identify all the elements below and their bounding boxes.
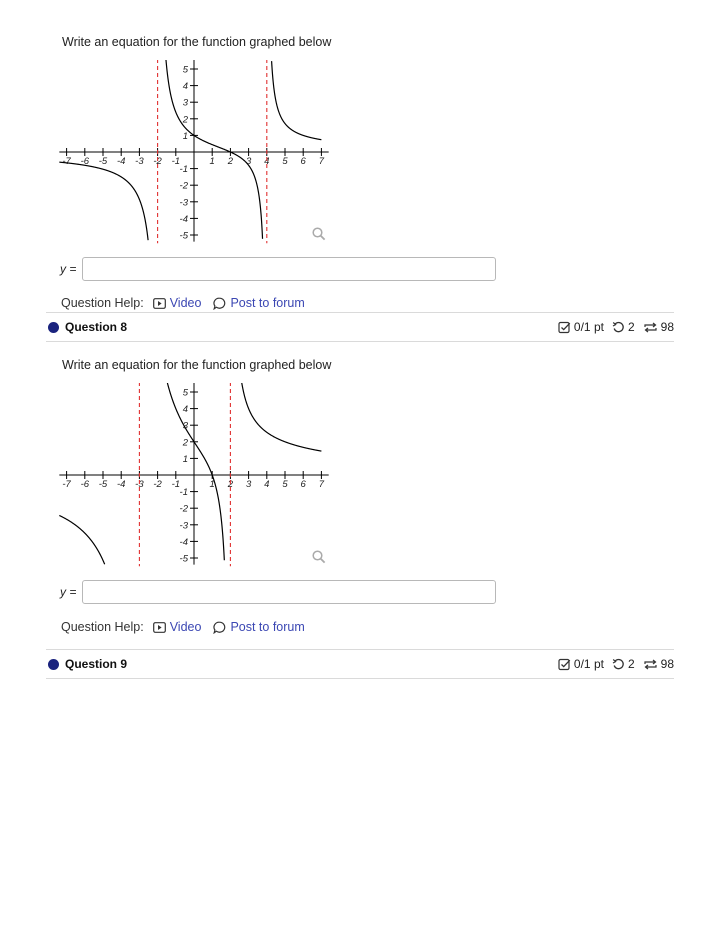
question7-graph-x-tick-label: 1 — [209, 156, 215, 167]
question8-graph-x-tick-label: 2 — [227, 479, 234, 490]
question8-graph-y-tick-label: -1 — [179, 487, 188, 499]
speech-bubble-icon — [213, 297, 226, 310]
post-to-forum-label: Post to forum — [230, 296, 305, 310]
question8-graph-x-tick-label: 3 — [245, 479, 252, 490]
question7-graph-y-tick-label: 1 — [182, 130, 188, 142]
question7-graph-x-tick-label: -7 — [62, 156, 71, 167]
zoom-icon[interactable] — [312, 550, 326, 564]
video-icon — [153, 298, 166, 309]
question7-graph-x-tick-label: -2 — [153, 156, 162, 167]
question7-answer-row — [60, 257, 496, 281]
post-to-forum-label: Post to forum — [230, 620, 305, 634]
question-help-label: Question Help: — [61, 620, 144, 634]
question7-graph-x-tick-label: 4 — [264, 156, 270, 167]
question8-graph-x-tick-label: 6 — [300, 479, 306, 490]
question7-graph[interactable] — [55, 60, 335, 245]
question8-graph-y-tick-label: 5 — [182, 387, 188, 399]
question8-answer-row — [60, 580, 496, 604]
question8-graph-x-tick-label: 7 — [318, 479, 325, 490]
question8-score: 0/1 pt — [573, 320, 604, 334]
question8-graph-x-tick-label: -3 — [135, 479, 144, 490]
question7-graph-x-tick-label: 3 — [245, 156, 252, 167]
question8-answer-input[interactable] — [82, 580, 496, 604]
question8-graph-x-tick-label: -2 — [153, 479, 162, 490]
question8-submissions: 98 — [660, 320, 674, 334]
question8-graph-curve-branch-3 — [242, 383, 322, 451]
question8-graph-curve-branch-1 — [59, 515, 104, 564]
question8-graph-x-tick-label: 1 — [209, 479, 215, 490]
question8-graph-y-tick-label: 4 — [182, 404, 188, 416]
question8-graph-y-tick-label: -2 — [179, 503, 188, 515]
video-icon — [153, 622, 166, 633]
answer-label: y = — [60, 585, 77, 599]
question8-prompt: Write an equation for the function graphed below — [62, 358, 332, 372]
question7-graph-curve-branch-1 — [59, 162, 148, 240]
question7-graph-y-tick-label: -3 — [179, 197, 188, 209]
question8-graph-y-tick-label: -3 — [179, 520, 188, 532]
question7-answer-input[interactable] — [82, 257, 496, 281]
question7-graph-y-tick-label: -2 — [179, 180, 188, 192]
question8-title: Question 8 — [65, 320, 128, 334]
question9-title: Question 9 — [65, 657, 128, 671]
speech-bubble-icon — [213, 621, 226, 634]
video-link-label: Video — [169, 296, 202, 310]
question7-graph-x-tick-label: 7 — [318, 156, 325, 167]
question9-retries: 2 — [627, 657, 635, 671]
retry-icon — [612, 658, 625, 671]
question7-graph-y-tick-label: -1 — [179, 164, 188, 176]
question9-submissions: 98 — [660, 657, 674, 671]
question8-graph-y-tick-label: -5 — [179, 553, 188, 565]
question8-help — [61, 620, 317, 634]
question8-retries: 2 — [627, 320, 635, 334]
retry-icon — [612, 321, 625, 334]
question7-prompt: Write an equation for the function graphed below — [62, 35, 332, 49]
post-to-forum-link[interactable] — [213, 296, 304, 310]
question-status-dot — [48, 322, 59, 333]
question9-meta — [550, 657, 674, 671]
question-status-dot — [48, 659, 59, 670]
question7-graph-curve-branch-3 — [272, 61, 322, 140]
question8-graph-y-tick-label: 2 — [182, 437, 188, 449]
question7-graph-curve-branch-2 — [166, 60, 263, 239]
zoom-icon[interactable] — [312, 227, 326, 241]
question9-score: 0/1 pt — [573, 657, 604, 671]
checkbox-score-icon — [558, 321, 571, 334]
question9-header[interactable] — [46, 649, 674, 679]
question8-graph-x-tick-label: -6 — [80, 479, 90, 490]
video-link[interactable] — [153, 620, 202, 634]
question7-graph-x-tick-label: 2 — [227, 156, 234, 167]
question7-graph-x-tick-label: -4 — [116, 156, 126, 167]
post-to-forum-link[interactable] — [213, 620, 304, 634]
question7-graph-y-tick-label: 2 — [182, 114, 188, 126]
question7-graph-x-tick-label: 6 — [300, 156, 306, 167]
video-link[interactable] — [153, 296, 202, 310]
question8-graph-x-tick-label: -1 — [171, 479, 181, 490]
question7-graph-x-tick-label: -3 — [135, 156, 144, 167]
question8-header[interactable] — [46, 312, 674, 342]
question7-graph-x-tick-label: -1 — [171, 156, 181, 167]
video-link-label: Video — [169, 620, 202, 634]
submissions-icon — [643, 321, 658, 334]
question7-graph-x-tick-label: 5 — [282, 156, 288, 167]
question7-graph-x-tick-label: -5 — [98, 156, 108, 167]
question8-graph-x-tick-label: -5 — [98, 479, 108, 490]
question8-graph-x-tick-label: -4 — [116, 479, 126, 490]
question8-graph[interactable] — [55, 383, 335, 568]
question7-help — [61, 296, 317, 310]
checkbox-score-icon — [558, 658, 571, 671]
answer-label: y = — [60, 262, 77, 276]
question8-graph-y-tick-label: 3 — [182, 420, 188, 432]
question7-graph-y-tick-label: 3 — [182, 97, 188, 109]
question8-graph-y-tick-label: 1 — [182, 453, 188, 465]
question8-meta — [550, 320, 674, 334]
question8-graph-y-tick-label: -4 — [179, 536, 188, 548]
question-help-label: Question Help: — [61, 296, 144, 310]
question8-graph-x-tick-label: -7 — [62, 479, 71, 490]
question7-graph-y-tick-label: -5 — [179, 230, 188, 242]
question7-graph-y-tick-label: -4 — [179, 213, 188, 225]
question7-graph-y-tick-label: 5 — [182, 64, 188, 76]
submissions-icon — [643, 658, 658, 671]
question8-graph-x-tick-label: 4 — [264, 479, 270, 490]
question7-graph-x-tick-label: -6 — [80, 156, 90, 167]
question7-graph-y-tick-label: 4 — [182, 81, 188, 93]
question8-graph-x-tick-label: 5 — [282, 479, 288, 490]
